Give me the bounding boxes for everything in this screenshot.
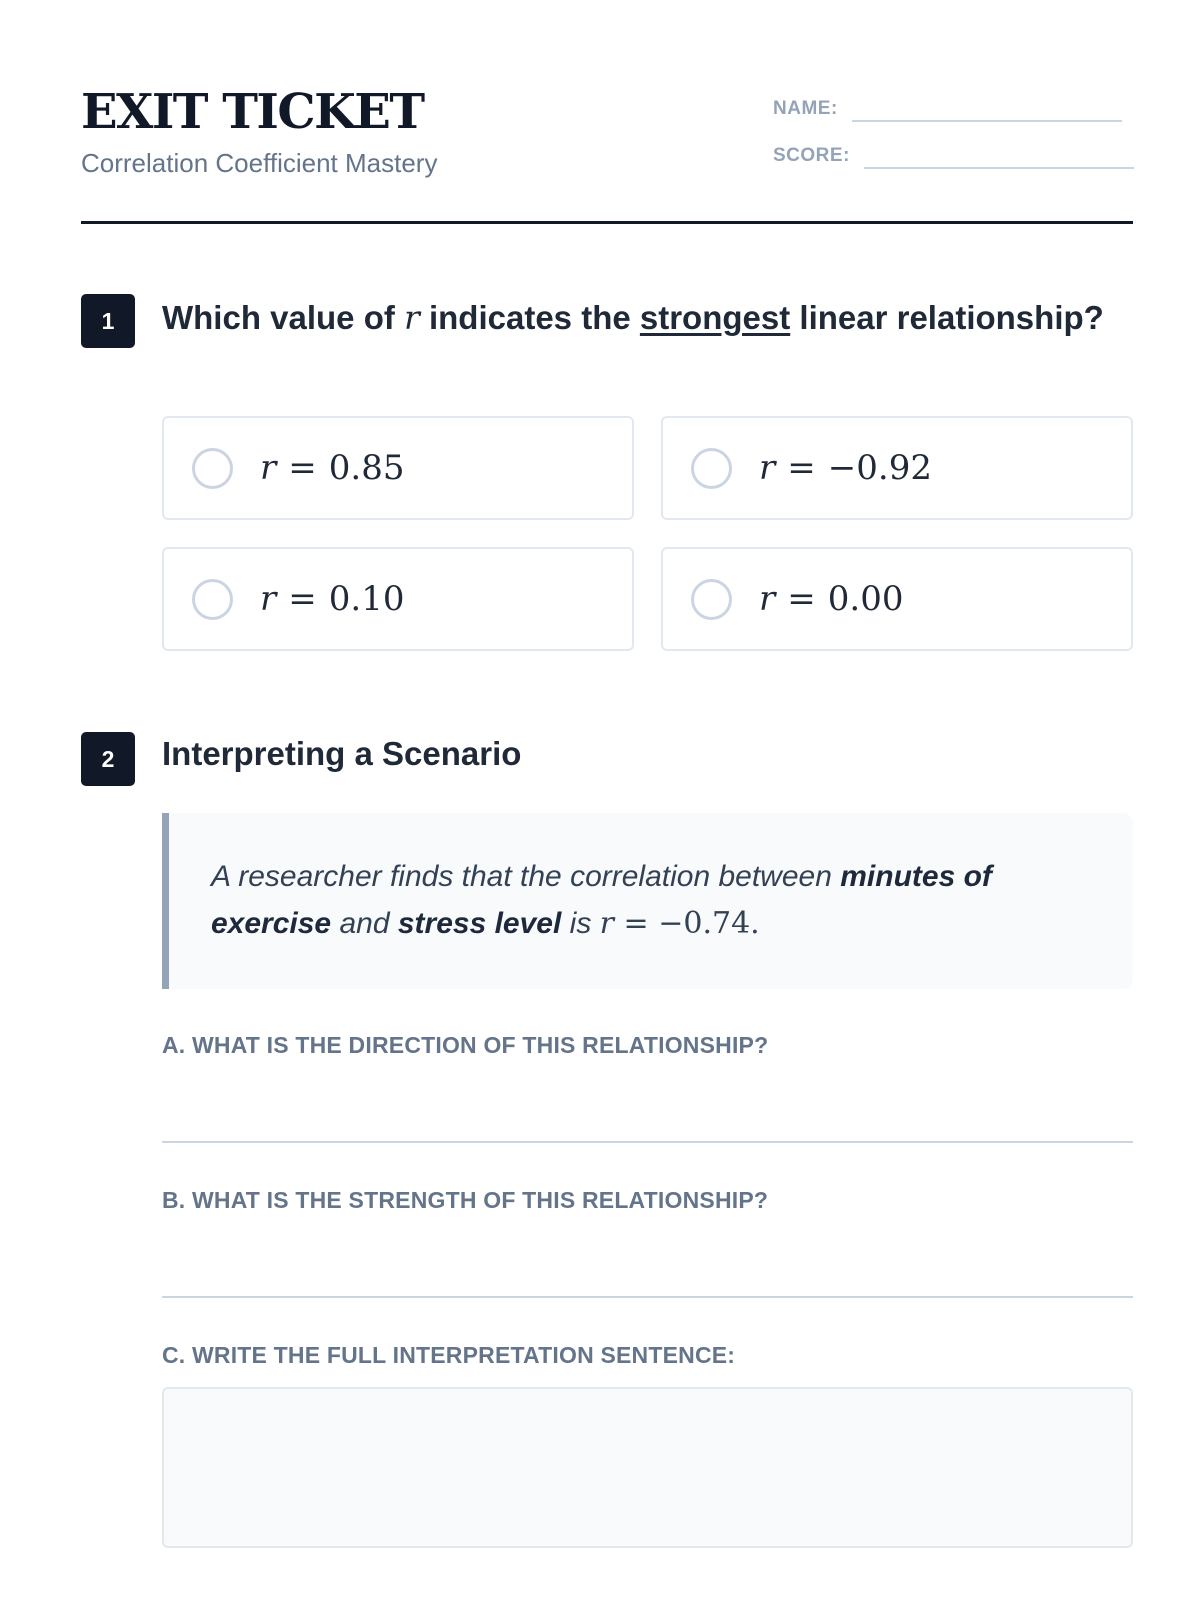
scenario-part3: is <box>561 907 600 940</box>
option-a[interactable] <box>162 416 634 520</box>
name-label: NAME: <box>773 98 838 119</box>
option-b-var: r <box>759 448 776 488</box>
sub-question-b-label: B. WHAT IS THE STRENGTH OF THIS RELATIONSHIP? <box>162 1187 769 1213</box>
question-1-variable: r <box>404 298 420 337</box>
option-d-value: 0.00 <box>827 579 904 619</box>
scenario-math-rest: = −0.74. <box>614 906 760 941</box>
option-d-label <box>759 579 903 619</box>
score-label: SCORE: <box>773 145 850 166</box>
option-d-radio[interactable] <box>691 579 732 620</box>
question-1-text-part1: Which value of <box>162 299 405 336</box>
scenario-callout <box>162 813 1133 989</box>
option-c-radio[interactable] <box>192 579 233 620</box>
option-c-label <box>260 579 404 619</box>
scenario-text <box>211 853 1093 947</box>
option-c[interactable] <box>162 547 634 651</box>
sub-question-a-label: A. WHAT IS THE DIRECTION OF THIS RELATIONSHIP? <box>162 1032 769 1058</box>
header-divider <box>81 221 1133 224</box>
scenario-bold2: stress level <box>397 907 562 940</box>
option-a-var: r <box>260 448 277 488</box>
scenario-part2: and <box>331 907 398 940</box>
score-row <box>773 139 1134 169</box>
question-1-text-part3: linear relationship? <box>790 299 1104 336</box>
page-subtitle: Correlation Coefficient Mastery <box>81 148 438 178</box>
question-2-badge: 2 <box>81 732 135 786</box>
option-c-op: = <box>288 579 317 619</box>
option-a-op: = <box>288 448 317 488</box>
option-b-value: −0.92 <box>827 448 932 488</box>
scenario-math <box>600 906 760 941</box>
answer-line-b[interactable] <box>162 1296 1133 1298</box>
option-b-op: = <box>787 448 816 488</box>
sub-question-c-label: C. WRITE THE FULL INTERPRETATION SENTENCE: <box>162 1342 736 1368</box>
option-c-value: 0.10 <box>328 579 405 619</box>
worksheet-header <box>81 0 1133 226</box>
scenario-bold1: minutes of exercise <box>211 860 992 940</box>
option-b-radio[interactable] <box>691 448 732 489</box>
page-title: EXIT TICKET <box>81 84 424 140</box>
question-2-title: Interpreting a Scenario <box>162 735 522 772</box>
question-1-text-part2: indicates the <box>419 299 640 336</box>
name-field[interactable] <box>852 94 1122 122</box>
option-d-op: = <box>787 579 816 619</box>
scenario-part1: A researcher finds that the correlation between <box>211 860 841 893</box>
interpretation-answer-box[interactable] <box>162 1387 1133 1548</box>
question-1-badge: 1 <box>81 294 135 348</box>
option-a-label <box>260 448 404 488</box>
option-b-label <box>759 448 932 488</box>
option-d[interactable] <box>661 547 1133 651</box>
question-1-emphasis: strongest <box>639 299 791 336</box>
score-field[interactable] <box>864 141 1134 169</box>
answer-line-a[interactable] <box>162 1141 1133 1143</box>
option-b[interactable] <box>661 416 1133 520</box>
name-row <box>773 92 1122 122</box>
option-c-var: r <box>260 579 277 619</box>
option-d-var: r <box>759 579 776 619</box>
option-a-value: 0.85 <box>328 448 405 488</box>
question-1-text <box>162 294 1122 341</box>
option-a-radio[interactable] <box>192 448 233 489</box>
scenario-math-var: r <box>599 906 615 941</box>
